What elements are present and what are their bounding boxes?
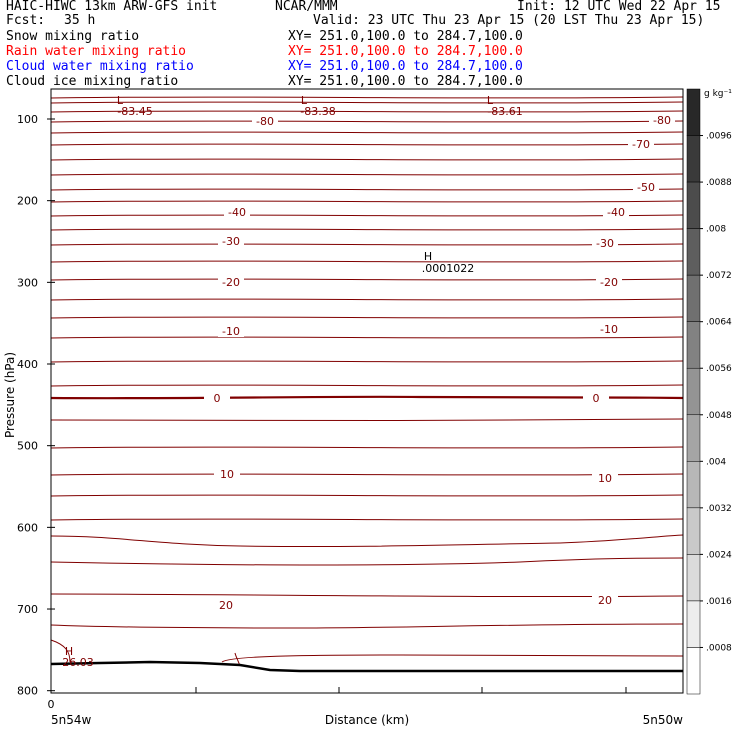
contour-label: 20 [219, 599, 233, 612]
isotherm-line [222, 655, 683, 662]
title-left: HAIC-HIWC 13km ARW-GFS init [6, 0, 218, 14]
isotherm-line [51, 121, 683, 122]
x-endpoint-right: 5n50w [642, 713, 683, 727]
contour-label: -50 [637, 181, 655, 194]
colorbar-label: .0056 [706, 364, 732, 375]
isotherm-line [51, 159, 683, 160]
colorbar-label: .0096 [706, 131, 732, 142]
extremum-mark: L [486, 94, 494, 107]
x-axis-title: Distance (km) [324, 713, 410, 727]
contour-label: -10 [222, 325, 240, 338]
isotherm-line [51, 535, 683, 547]
contour-label: -80 [256, 115, 274, 128]
extremum-value: -83.61 [487, 105, 523, 118]
colorbar-label: .004 [706, 457, 727, 468]
colorbar-segment [687, 89, 700, 136]
colorbar-label: .008 [706, 224, 727, 235]
colorbar-segment [687, 275, 700, 322]
legend-xy-cloud-water: XY= 251.0,100.0 to 284.7,100.0 [288, 59, 523, 74]
colorbar-unit: g kg⁻¹ [704, 89, 732, 99]
extremum-value: .0001022 [421, 262, 475, 275]
y-tick-label: 500 [17, 439, 38, 453]
colorbar-segment [687, 182, 700, 229]
isotherm-line [51, 261, 683, 262]
fcst-label: Fcst: [6, 13, 46, 28]
isotherm-line [51, 361, 683, 362]
contour-label: 0 [213, 392, 221, 405]
isotherm-line [51, 132, 683, 133]
contour-label: -40 [607, 206, 625, 219]
legend-xy-cloud-ice: XY= 251.0,100.0 to 284.7,100.0 [288, 74, 523, 89]
y-tick-label: 400 [17, 358, 38, 372]
contour-label: -40 [228, 206, 246, 219]
isotherm-line [51, 229, 683, 230]
y-tick-label: 100 [17, 113, 38, 126]
isotherm-line [51, 144, 683, 145]
contour-label: -80 [653, 114, 671, 127]
extremum-value: -83.45 [117, 105, 153, 118]
contour-label: 20 [598, 594, 612, 607]
colorbar-segment [687, 322, 700, 369]
x-endpoint-left: 5n54w [51, 713, 92, 727]
colorbar-segment [687, 415, 700, 462]
legend-label-snow: Snow mixing ratio [6, 29, 140, 44]
terrain-line [51, 662, 683, 671]
contour-label: -10 [600, 323, 618, 336]
isotherm-line [51, 594, 683, 597]
legend-xy-rain: XY= 251.0,100.0 to 284.7,100.0 [288, 44, 523, 59]
isotherm-line [51, 279, 683, 280]
contour-label: -70 [632, 138, 650, 151]
y-tick-label: 300 [17, 276, 38, 290]
extremum-value: 26.03 [62, 656, 94, 669]
colorbar-segment [687, 601, 700, 648]
isotherm-line [51, 337, 683, 338]
colorbar-segment [687, 368, 700, 415]
fcst-value: 35 h [64, 13, 96, 28]
isotherm-line [51, 215, 683, 216]
isotherm-line [51, 419, 683, 421]
legend-label-cloud-ice: Cloud ice mixing ratio [6, 74, 179, 89]
colorbar-label: .0088 [706, 178, 732, 189]
isotherm-line [51, 624, 683, 628]
isotherm-line [51, 244, 683, 245]
colorbar-label: .0008 [706, 643, 732, 654]
colorbar-label: .0048 [706, 410, 732, 421]
colorbar-segment [687, 508, 700, 555]
y-tick-label: 700 [17, 603, 38, 617]
isotherm-line [51, 447, 683, 448]
y-tick-label: 200 [17, 194, 38, 208]
y-axis-title: Pressure (hPa) [3, 351, 17, 439]
colorbar-segment [687, 229, 700, 276]
isotherm-line [51, 317, 683, 318]
contour-label: 10 [220, 468, 234, 481]
isotherm-line [51, 201, 683, 202]
isotherm-line [51, 474, 683, 475]
isotherm-line [51, 174, 683, 175]
isotherm-line [51, 97, 683, 98]
isotherm-line [51, 299, 683, 300]
extremum-value: -83.38 [300, 105, 336, 118]
x-tick-label: 0 [47, 698, 55, 711]
isotherm-line [51, 558, 683, 565]
y-tick-label: 600 [17, 521, 38, 535]
isotherm-line [51, 495, 683, 496]
colorbar-segment [687, 554, 700, 601]
contour-label: 0 [592, 392, 600, 405]
colorbar-segment [687, 136, 700, 183]
colorbar-segment [687, 647, 700, 694]
contour-label: -30 [222, 235, 240, 248]
extremum-mark: H [423, 250, 433, 263]
valid-time: Valid: 23 UTC Thu 23 Apr 15 (20 LST Thu 23 Apr 15) [313, 13, 705, 28]
legend-label-cloud-water: Cloud water mixing ratio [6, 59, 194, 74]
init-time: Init: 12 UTC Wed 22 Apr 15 [517, 0, 721, 14]
colorbar-label: .0072 [706, 271, 732, 282]
contour-label: 10 [598, 472, 612, 485]
colorbar-label: .0064 [706, 317, 732, 328]
isotherm-line [51, 519, 683, 520]
colorbar-segment [687, 461, 700, 508]
contour-label: -30 [596, 237, 614, 250]
isotherm-line [51, 189, 683, 190]
contour-label: -20 [600, 276, 618, 289]
extremum-mark: H [64, 645, 74, 658]
colorbar-label: .0016 [706, 596, 732, 607]
y-tick-label: 800 [17, 684, 38, 698]
extremum-mark: L [300, 94, 308, 107]
extremum-mark: L [116, 94, 124, 107]
legend-xy-snow: XY= 251.0,100.0 to 284.7,100.0 [288, 29, 523, 44]
legend-label-rain: Rain water mixing ratio [6, 44, 187, 59]
colorbar-label: .0032 [706, 503, 732, 514]
isotherm-line [51, 102, 683, 103]
contour-label: -20 [222, 276, 240, 289]
colorbar-label: .0024 [706, 550, 732, 561]
isotherm-line [51, 385, 683, 386]
center-label: NCAR/MMM [275, 0, 338, 14]
